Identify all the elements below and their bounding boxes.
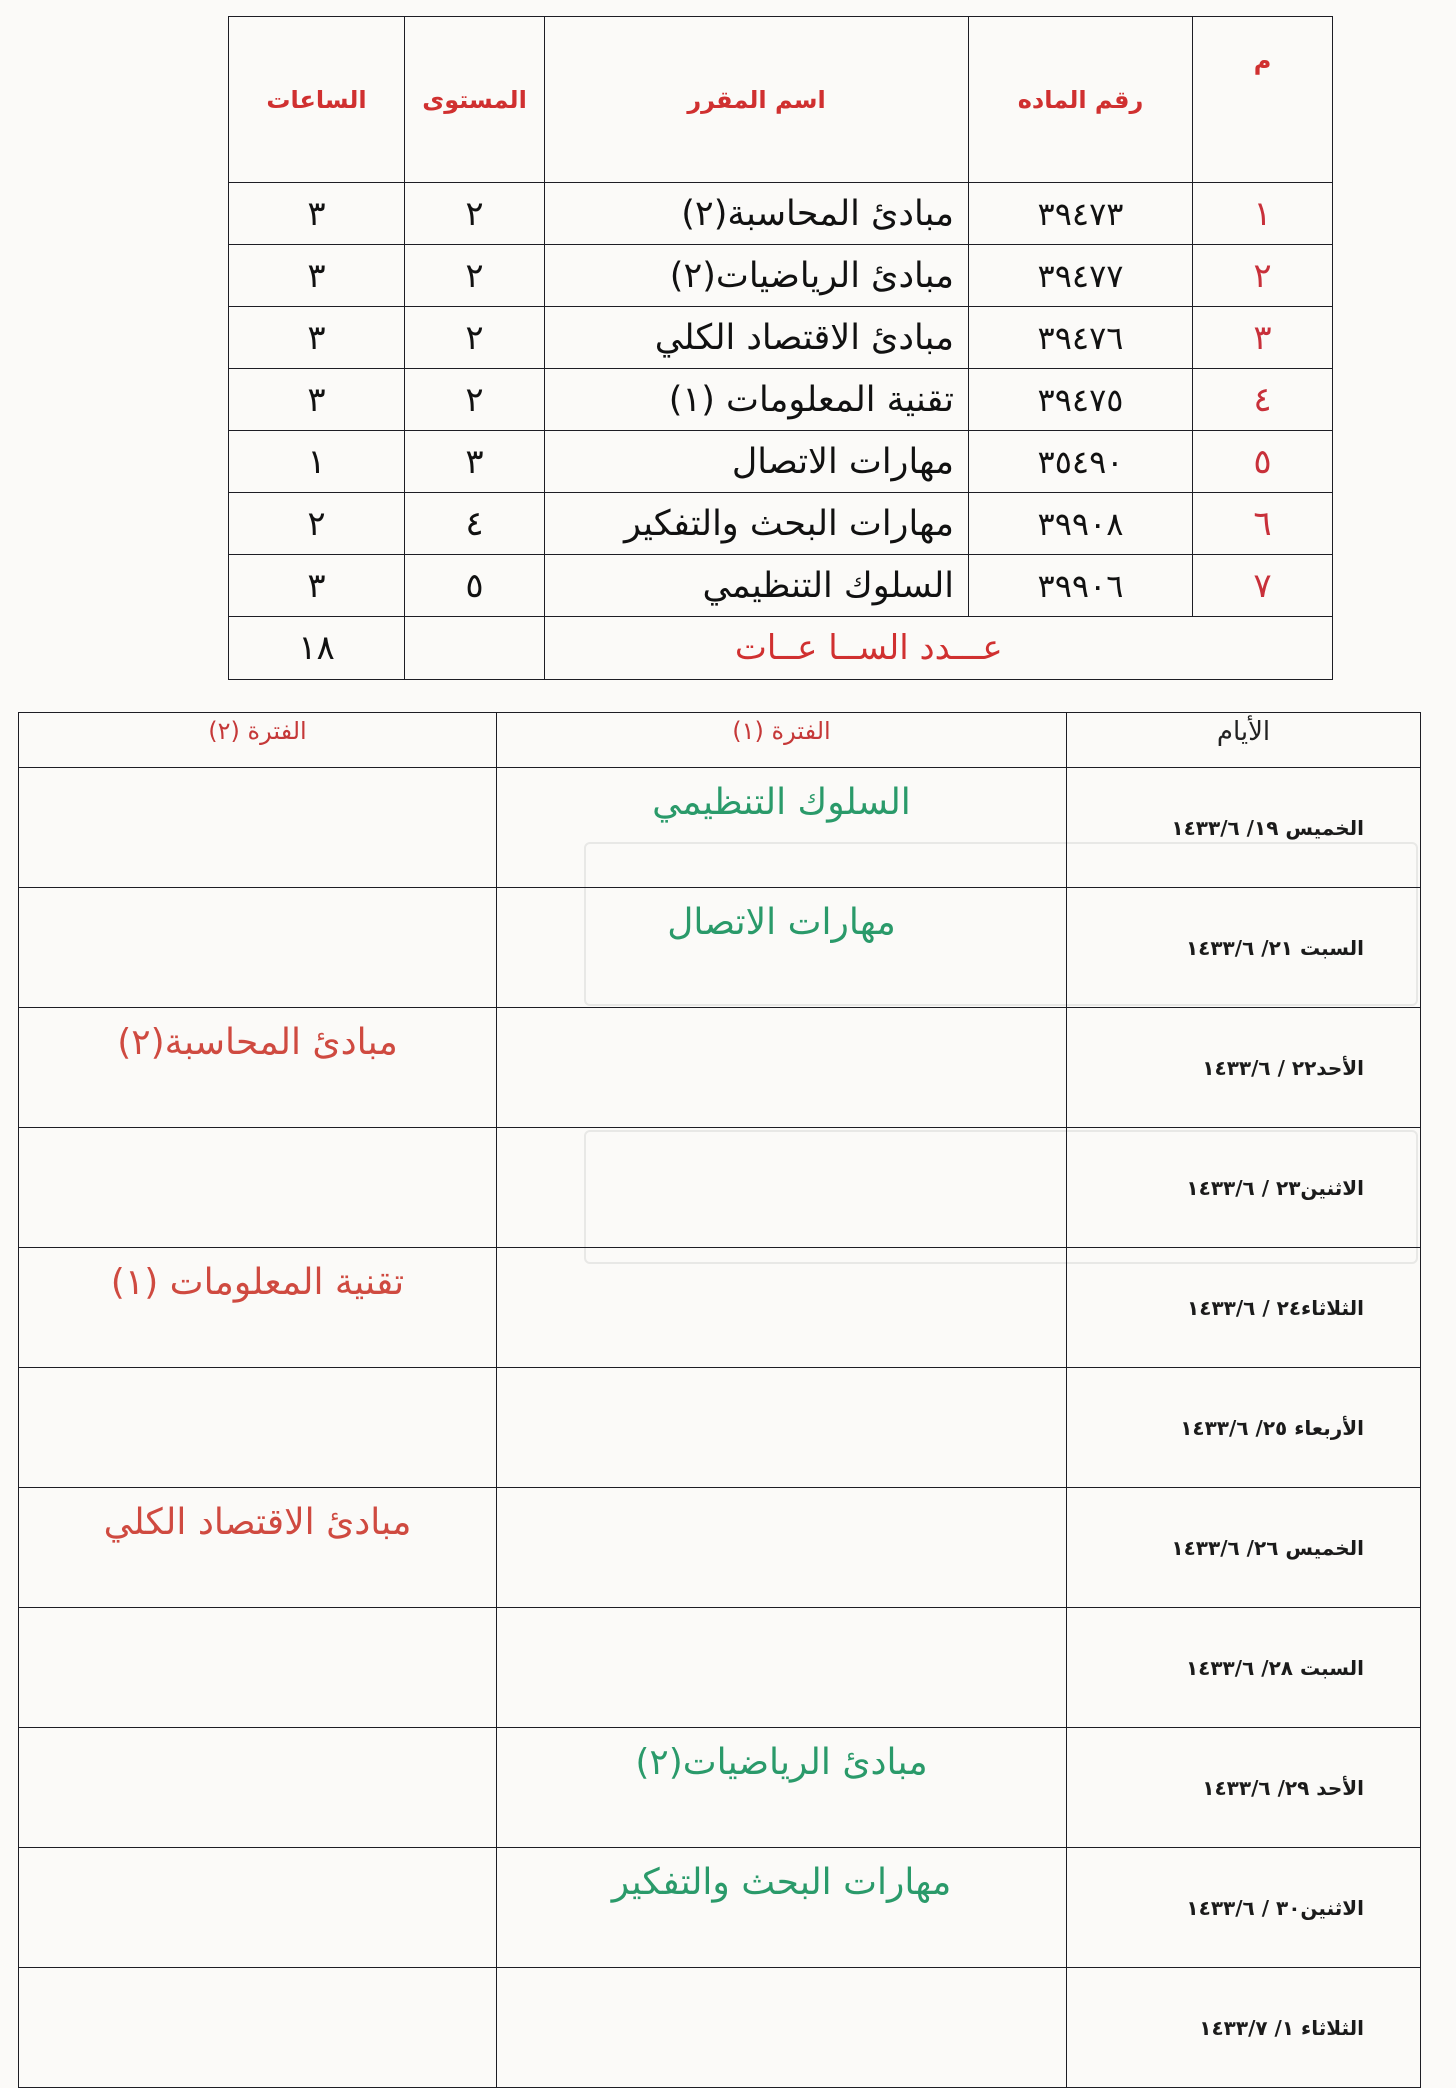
course-row: [229, 493, 1333, 555]
courses-header-row: [229, 17, 1333, 183]
course-level: ٢: [405, 369, 545, 431]
total-hours-value: ١٨: [229, 617, 405, 680]
schedule-row: [19, 1248, 1421, 1368]
course-index: ٦: [1193, 493, 1333, 555]
course-row: [229, 555, 1333, 617]
course-hours: ٣: [229, 245, 405, 307]
header-period-2: الفترة (٢): [19, 713, 497, 768]
schedule-day-date: السبت ٢٨/ ١٤٣٣/٦: [1067, 1608, 1421, 1728]
period-1-course: مهارات الاتصال: [497, 888, 1067, 1008]
period-2-course: [19, 1368, 497, 1488]
course-name: مهارات البحث والتفكير: [545, 493, 969, 555]
course-index: ٣: [1193, 307, 1333, 369]
period-2-course: مبادئ الاقتصاد الكلي: [19, 1488, 497, 1608]
period-2-course: [19, 1848, 497, 1968]
schedule-row: [19, 1848, 1421, 1968]
header-hours: الساعات: [229, 17, 405, 183]
header-code: رقم الماده: [969, 17, 1193, 183]
course-level: ٥: [405, 555, 545, 617]
schedule-day-date: السبت ٢١/ ١٤٣٣/٦: [1067, 888, 1421, 1008]
schedule-day-date: الأحد ٢٩/ ١٤٣٣/٦: [1067, 1728, 1421, 1848]
course-index: ٢: [1193, 245, 1333, 307]
schedule-day-date: الأربعاء ٢٥/ ١٤٣٣/٦: [1067, 1368, 1421, 1488]
course-index: ٥: [1193, 431, 1333, 493]
course-code: ٣٩٩٠٨: [969, 493, 1193, 555]
course-hours: ٢: [229, 493, 405, 555]
course-hours: ٣: [229, 369, 405, 431]
schedule-row: [19, 1608, 1421, 1728]
course-code: ٣٩٩٠٦: [969, 555, 1193, 617]
course-code: ٣٩٤٧٦: [969, 307, 1193, 369]
course-hours: ٣: [229, 555, 405, 617]
schedule-day-date: الخميس ٢٦/ ١٤٣٣/٦: [1067, 1488, 1421, 1608]
schedule-row: [19, 1128, 1421, 1248]
course-name: السلوك التنظيمي: [545, 555, 969, 617]
course-level: ٤: [405, 493, 545, 555]
course-name: مبادئ المحاسبة(٢): [545, 183, 969, 245]
period-1-course: مهارات البحث والتفكير: [497, 1848, 1067, 1968]
schedule-row: [19, 768, 1421, 888]
period-2-course: [19, 768, 497, 888]
course-row: [229, 307, 1333, 369]
schedule-day-date: الأحد٢٢ / ١٤٣٣/٦: [1067, 1008, 1421, 1128]
period-1-course: مبادئ الرياضيات(٢): [497, 1728, 1067, 1848]
period-1-course: [497, 1968, 1067, 2088]
course-code: ٣٩٤٧٧: [969, 245, 1193, 307]
course-level: ٢: [405, 307, 545, 369]
course-row: [229, 183, 1333, 245]
course-row: [229, 245, 1333, 307]
schedule-row: [19, 1488, 1421, 1608]
period-2-course: [19, 1608, 497, 1728]
course-level: ٢: [405, 245, 545, 307]
header-days: الأيام: [1067, 713, 1421, 768]
period-2-course: [19, 1728, 497, 1848]
course-name: مبادئ الرياضيات(٢): [545, 245, 969, 307]
exam-schedule-table: [18, 712, 1421, 2088]
course-name: مهارات الاتصال: [545, 431, 969, 493]
schedule-row: [19, 888, 1421, 1008]
course-code: ٣٥٤٩٠: [969, 431, 1193, 493]
header-course-name: اسم المقرر: [545, 17, 969, 183]
course-code: ٣٩٤٧٣: [969, 183, 1193, 245]
schedule-day-date: الثلاثاء٢٤ / ١٤٣٣/٦: [1067, 1248, 1421, 1368]
schedule-row: [19, 1968, 1421, 2088]
course-name: تقنية المعلومات (١): [545, 369, 969, 431]
period-2-course: تقنية المعلومات (١): [19, 1248, 497, 1368]
course-index: ٤: [1193, 369, 1333, 431]
schedule-day-date: الخميس ١٩/ ١٤٣٣/٦: [1067, 768, 1421, 888]
period-1-course: [497, 1488, 1067, 1608]
period-1-course: [497, 1248, 1067, 1368]
period-1-course: [497, 1368, 1067, 1488]
schedule-header-row: [19, 713, 1421, 768]
courses-table: [228, 16, 1333, 680]
header-level: المستوى: [405, 17, 545, 183]
total-hours-label: عـــدد الســا عــات: [545, 617, 1193, 680]
period-1-course: السلوك التنظيمي: [497, 768, 1067, 888]
total-level-cell: [405, 617, 545, 680]
header-period-1: الفترة (١): [497, 713, 1067, 768]
course-index: ٧: [1193, 555, 1333, 617]
schedule-row: [19, 1728, 1421, 1848]
header-index: م: [1193, 17, 1333, 183]
schedule-day-date: الاثنين٣٠ / ١٤٣٣/٦: [1067, 1848, 1421, 1968]
period-2-course: [19, 888, 497, 1008]
course-row: [229, 431, 1333, 493]
course-hours: ١: [229, 431, 405, 493]
schedule-day-date: الاثنين٢٣ / ١٤٣٣/٦: [1067, 1128, 1421, 1248]
period-2-course: [19, 1968, 497, 2088]
total-spacer: [1193, 617, 1333, 680]
period-1-course: [497, 1008, 1067, 1128]
schedule-day-date: الثلاثاء ١/ ١٤٣٣/٧: [1067, 1968, 1421, 2088]
period-1-course: [497, 1128, 1067, 1248]
course-hours: ٣: [229, 307, 405, 369]
course-name: مبادئ الاقتصاد الكلي: [545, 307, 969, 369]
total-hours-row: [229, 617, 1333, 680]
period-2-course: مبادئ المحاسبة(٢): [19, 1008, 497, 1128]
period-2-course: [19, 1128, 497, 1248]
course-index: ١: [1193, 183, 1333, 245]
course-row: [229, 369, 1333, 431]
schedule-row: [19, 1368, 1421, 1488]
course-level: ٢: [405, 183, 545, 245]
course-level: ٣: [405, 431, 545, 493]
course-hours: ٣: [229, 183, 405, 245]
period-1-course: [497, 1608, 1067, 1728]
course-code: ٣٩٤٧٥: [969, 369, 1193, 431]
schedule-row: [19, 1008, 1421, 1128]
